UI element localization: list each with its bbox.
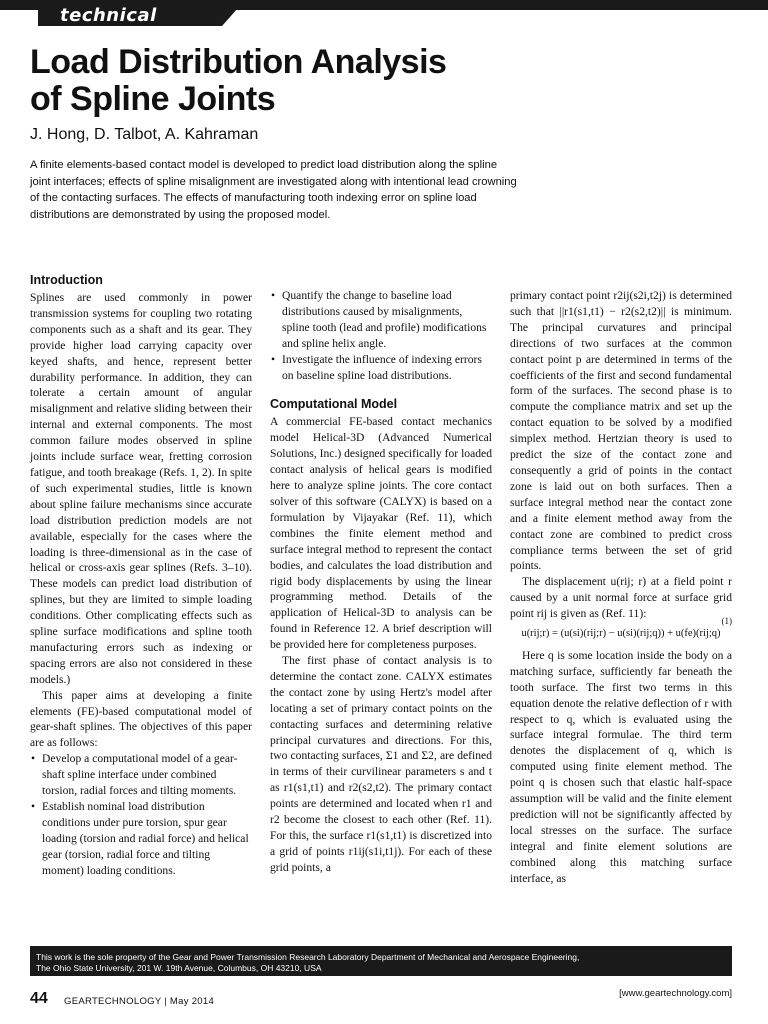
list-item: • Investigate the influence of indexing errors on baseline spline load distributions. bbox=[282, 352, 492, 384]
title-line-2: of Spline Joints bbox=[30, 80, 276, 118]
column-1 bbox=[30, 272, 252, 879]
journal-name: GEARTECHNOLOGY | May 2014 bbox=[64, 996, 215, 1007]
computational-model-heading: Computational Model bbox=[270, 397, 398, 412]
section-header-bar bbox=[0, 0, 768, 26]
copyright-notice bbox=[30, 946, 732, 976]
objectives-list-2 bbox=[270, 288, 492, 383]
footer-line-2: The Ohio State University, 201 W. 19th Avenue, Columbus, OH 43210, USA bbox=[36, 963, 322, 973]
col3-paragraph-2: The displacement u(rij; r) at a field point r caused by a unit normal force at surface grid point rij is given as (Ref. 11): bbox=[510, 575, 732, 621]
section-tag: technical bbox=[60, 5, 157, 26]
equation-1 bbox=[510, 616, 732, 642]
equation-text: u(rij;r) = (u(si)(rij;r) − u(si)(rij;q)) + u(fe)(rij;q) bbox=[521, 628, 721, 640]
equation-number: (1) bbox=[721, 616, 732, 627]
intro-paragraph-2: This paper aims at developing a finite elements (FE)-based computational model of gear-shaft splines. The objectives of this paper are as follows: bbox=[30, 688, 252, 750]
col3-paragraph-3: Here q is some location inside the body on a matching surface, sufficiently far beneath the tooth surface. The first two terms in this equation denote the relative deflection of r with respect to q, which is evaluated using the surface integral formulae. The third term denotes the displacement of q, which is computed using finite element method. The point q is chosen such that elastic half-space assumption will be valid and the finite element prediction will not be significantly affected by local stresses on the surface. The surface integral and finite element solutions are combined along this matching surface interface, as bbox=[510, 648, 732, 885]
list-item: • Develop a computational model of a gear-shaft spline interface under combined torsion, radial forces and tilting moments. bbox=[42, 751, 252, 799]
authors: J. Hong, D. Talbot, A. Kahraman bbox=[30, 126, 259, 143]
objectives-list-1 bbox=[30, 751, 252, 878]
model-paragraph-1: A commercial FE-based contact mechanics model Helical-3D (Advanced Numerical Solutions, Inc.) designed specifically for loaded contact analysis of helical gears is modified here to analyze spline joints. The core contact solver of this software (CALYX) is based on a formulation by Vijayakar (Ref. 11), which combines the finite element method and surface integral method to represent the contact bodies, and calculates the load distribution and rigid body displacements by using the linear programming method. Details of the application of Helical-3D to analysis can be found in Reference 12. A brief description will be provided here for completeness purposes. bbox=[270, 415, 492, 652]
abstract: A finite elements-based contact model is developed to predict load distribution along the spline joint interfaces; effects of spline misalignment are investigated along with intentional lead crowning of the contacting surfaces. The effects of manufacturing tooth indexing error on spline load distributions are demonstrated by using the proposed model. bbox=[30, 159, 517, 221]
website-link[interactable]: [www.geartechnology.com] bbox=[619, 988, 732, 999]
list-item: • Establish nominal load distribution conditions under pure torsion, spur gear loading (torsion and radial force) and helical gear (torsion, radial force and tilting moment) loading conditions. bbox=[42, 799, 252, 879]
model-paragraph-2: The first phase of contact analysis is to determine the contact zone. CALYX estimates the contact zone by using Hertz's model after locating a set of primary contact points on the contacting surfaces and determining relative principal curvatures and directions. For this, two contacting surfaces, Σ1 and Σ2, are defined in terms of their curvilinear parameters s and t as r1(s1,t1) and r2(s2,t2). The primary contact points are determined and located when r1 and r2 become the closest to each other (Ref. 11). For this, the surface r1(s1,t1) is discretized into a grid of points r1ij(s1i,t1j). For each of these grid points, a bbox=[270, 654, 492, 874]
column-3 bbox=[510, 288, 732, 887]
article-title bbox=[30, 44, 630, 118]
col3-paragraph-1: primary contact point r2ij(s2i,t2j) is determined such that ||r1(s1,t1) − r2(s2,t2)|| is minimum. The principal curvatures and principal directions of two surfaces at the common contact point p are determined in terms of the coefficients of the first and second fundamental form of the surfaces. The second phase is to compute the compliance matrix and set up the contact equation to be solved by a modified simplex method. Hertzian theory is used to predict the size of the contact zone and consequently a grid of points in the contact zone is laid out on both surfaces. Then a surface integral method near the contact zone and a finite element method away from the contact zone are combined to predict cross compliance terms between the set of grid points. bbox=[510, 289, 732, 573]
footer-line-1: This work is the sole property of the Gear and Power Transmission Research Laboratory Department of Mechanical and Aerospace Engineering, bbox=[36, 952, 580, 962]
page-number: 44 bbox=[30, 990, 48, 1007]
list-item: • Quantify the change to baseline load distributions caused by misalignments, spline tooth (lead and profile) modifications and spline helix angle. bbox=[282, 288, 492, 352]
introduction-heading: Introduction bbox=[30, 273, 103, 287]
intro-paragraph-1: Splines are used commonly in power transmission systems for coupling two rotating components such as a shaft and its gear. They provide higher load carrying capacity over keyed shafts, and hence, represent better durability performance. In addition, they can tolerate a certain amount of angular misalignment and relative sliding between their internal and external components. The most common failure modes observed in spline joints include surface wear, fretting corrosion fatigue, and tooth breakage (Refs. 1, 2). In spite of such experimental studies, little is known about spline failure mechanisms since accurate load distribution prediction models are not available, especially for the cases where the loading is three-dimensional as in the case of helical or cross-axis gear splines (Refs. 3–10). These models can predict load distribution of splines, but they are limited to simple loading conditions. Other complicating effects such as spline surface modifications and spline tooth manufacturing errors such as indexing or spacing errors are also not considered in these models.) bbox=[30, 291, 252, 686]
column-2 bbox=[270, 272, 492, 876]
title-line-1: Load Distribution Analysis bbox=[30, 43, 447, 81]
